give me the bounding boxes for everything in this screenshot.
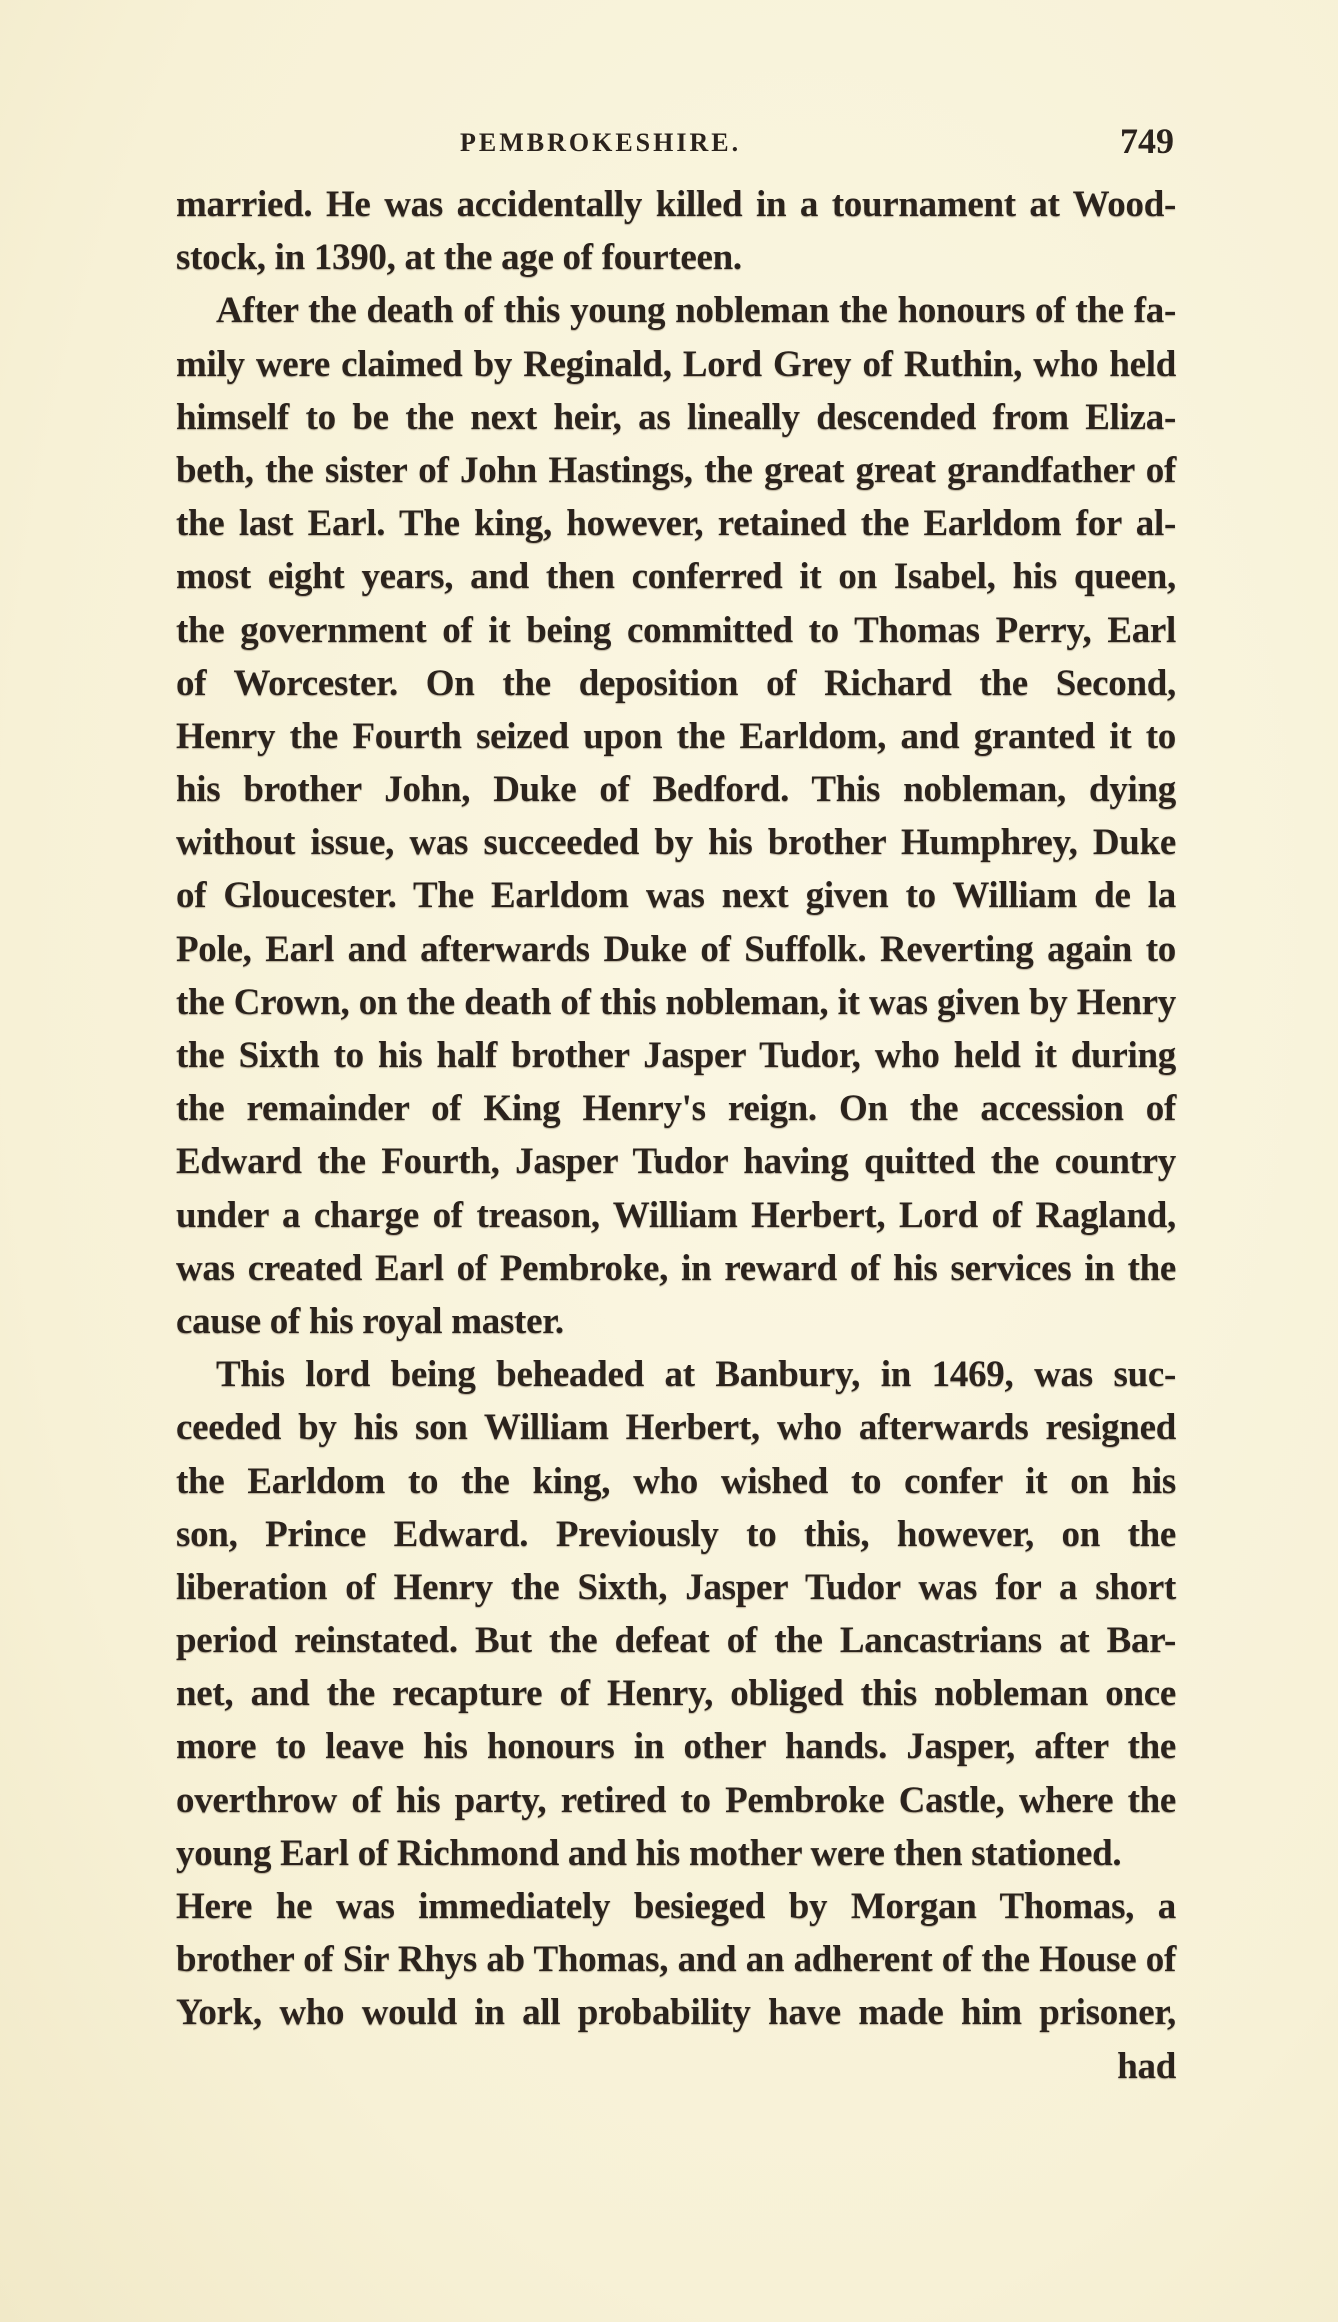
text-line: York, who would in all probability have made him prisoner, bbox=[176, 1992, 1176, 2034]
text-line: more to leave his honours in other hands. Jasper, after the bbox=[176, 1726, 1176, 1768]
text-line: liberation of Henry the Sixth, Jasper Tudor was for a short bbox=[176, 1566, 1176, 1608]
text-line: married. He was accidentally killed in a tournament at Wood- bbox=[176, 184, 1176, 225]
text-line: his brother John, Duke of Bedford. This nobleman, dying bbox=[176, 769, 1176, 811]
text-line: Edward the Fourth, Jasper Tudor having quitted the country bbox=[176, 1141, 1176, 1183]
text-line: brother of Sir Rhys ab Thomas, and an adherent of the House of bbox=[176, 1939, 1176, 1981]
text-line: of Worcester. On the deposition of Richard the Second, bbox=[176, 662, 1176, 704]
text-line: the Sixth to his half brother Jasper Tudor, who held it during bbox=[176, 1035, 1176, 1076]
text-line: Henry the Fourth seized upon the Earldom, and granted it to bbox=[176, 715, 1176, 757]
text-line: the last Earl. The king, however, retained the Earldom for al- bbox=[176, 503, 1176, 545]
text-line: ceeded by his son William Herbert, who afterwards resigned bbox=[176, 1407, 1176, 1449]
page-number: 749 bbox=[1120, 121, 1174, 161]
text-line: the government of it being committed to Thomas Perry, Earl bbox=[176, 609, 1176, 651]
text-line: period reinstated. But the defeat of the Lancastrians at Bar- bbox=[176, 1620, 1176, 1662]
body-text bbox=[176, 178, 1176, 2093]
text-line: son, Prince Edward. Previously to this, however, on the bbox=[176, 1513, 1176, 1555]
text-line: under a charge of treason, William Herbert, Lord of Ragland, bbox=[176, 1194, 1176, 1236]
text-line: of Gloucester. The Earldom was next given to William de la bbox=[176, 875, 1176, 917]
text-line: young Earl of Richmond and his mother were then stationed. bbox=[176, 1832, 1122, 1874]
text-line: most eight years, and then conferred it on Isabel, his queen, bbox=[176, 556, 1176, 598]
text-line: himself to be the next heir, as lineally descended from Eliza- bbox=[176, 396, 1176, 438]
text-line: the Earldom to the king, who wished to confer it on his bbox=[176, 1460, 1176, 1502]
text-line: was created Earl of Pembroke, in reward of his services in the bbox=[176, 1247, 1176, 1289]
text-line: Pole, Earl and afterwards Duke of Suffolk. Reverting again to bbox=[176, 928, 1176, 970]
text-line: the Crown, on the death of this nobleman, it was given by Henry bbox=[176, 981, 1176, 1023]
text-line: cause of his royal master. bbox=[176, 1300, 564, 1342]
running-title: PEMBROKESHIRE. bbox=[460, 128, 742, 157]
text-line: stock, in 1390, at the age of fourteen. bbox=[176, 237, 742, 279]
text-line: without issue, was succeeded by his brother Humphrey, Duke bbox=[176, 822, 1176, 864]
text-line: mily were claimed by Reginald, Lord Grey of Ruthin, who held bbox=[176, 343, 1176, 385]
text-line: net, and the recapture of Henry, obliged this nobleman once bbox=[176, 1673, 1176, 1715]
text-line: overthrow of his party, retired to Pembroke Castle, where the bbox=[176, 1779, 1176, 1821]
text-line: After the death of this young nobleman the honours of the fa- bbox=[216, 290, 1176, 332]
text-line: beth, the sister of John Hastings, the great great grandfather of bbox=[176, 449, 1176, 491]
text-line: had bbox=[1117, 2045, 1176, 2087]
text-line: This lord being beheaded at Banbury, in 1469, was suc- bbox=[216, 1354, 1176, 1396]
text-line: Here he was immediately besieged by Morgan Thomas, a bbox=[176, 1886, 1176, 1927]
text-line: the remainder of King Henry's reign. On the accession of bbox=[176, 1088, 1176, 1130]
